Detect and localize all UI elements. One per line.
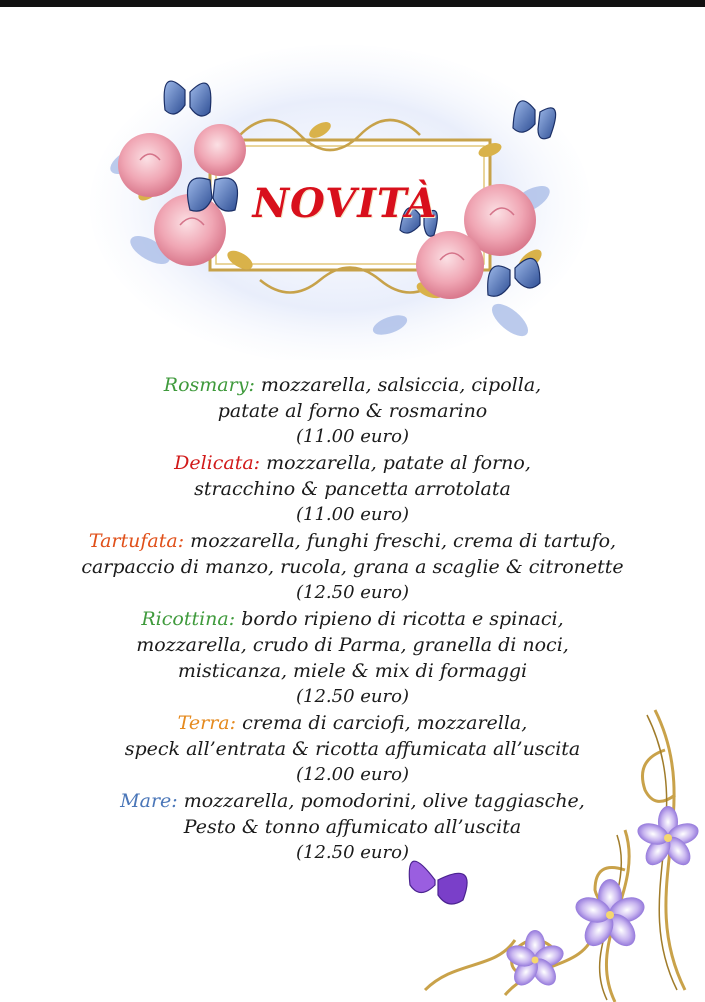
menu-item-description-line xyxy=(40,658,665,684)
menu-item-name: Tartufata: xyxy=(88,530,185,552)
top-bar xyxy=(0,0,705,7)
menu-item-name: Terra: xyxy=(177,712,237,734)
menu-item-description: Pesto & tonno affumicato all’uscita xyxy=(183,816,522,838)
corner-floral-decoration xyxy=(385,690,705,1002)
menu-item-description: misticanza, miele & mix di formaggi xyxy=(177,660,528,682)
menu-item-description: mozzarella, crudo di Parma, granella di noci, xyxy=(136,634,569,656)
menu-item-first-line xyxy=(40,528,665,554)
menu-item-first-line xyxy=(40,450,665,476)
menu-item-name: Ricottina: xyxy=(141,608,236,630)
menu-item-price: (12.50 euro) xyxy=(296,582,409,603)
menu-item-price: (12.50 euro) xyxy=(296,686,409,707)
menu-item-first-line xyxy=(40,372,665,398)
menu-item-description-line xyxy=(40,554,665,580)
menu-item-description: mozzarella, pomodorini, olive taggiasche, xyxy=(183,790,585,812)
menu-item-description-line xyxy=(40,632,665,658)
menu-item-description: mozzarella, salsiccia, cipolla, xyxy=(260,374,542,396)
menu-item-description: speck all’entrata & ricotta affumicata all’uscita xyxy=(124,738,581,760)
menu-item-price: (12.00 euro) xyxy=(296,764,409,785)
menu-item-name: Rosmary: xyxy=(163,374,255,396)
menu-item-price: (12.50 euro) xyxy=(296,842,409,863)
menu-item-description-line xyxy=(40,398,665,424)
menu-item-description: mozzarella, patate al forno, xyxy=(266,452,531,474)
menu-item-description-line xyxy=(40,476,665,502)
menu-item-description: bordo ripieno di ricotta e spinaci, xyxy=(241,608,564,630)
menu-item-description: crema di carciofi, mozzarella, xyxy=(242,712,528,734)
page-title: NOVITÀ xyxy=(252,180,438,227)
menu-item-name: Mare: xyxy=(120,790,178,812)
menu-item-first-line xyxy=(40,606,665,632)
menu-item-price: (11.00 euro) xyxy=(296,426,409,447)
menu-item-description: carpaccio di manzo, rucola, grana a scaglie & citronette xyxy=(81,556,624,578)
menu-item-name: Delicata: xyxy=(174,452,261,474)
menu-item-price: (11.00 euro) xyxy=(296,504,409,525)
menu-item-description: patate al forno & rosmarino xyxy=(217,400,488,422)
menu-item-description: mozzarella, funghi freschi, crema di tartufo, xyxy=(190,530,617,552)
menu-item-description: stracchino & pancetta arrotolata xyxy=(194,478,511,500)
